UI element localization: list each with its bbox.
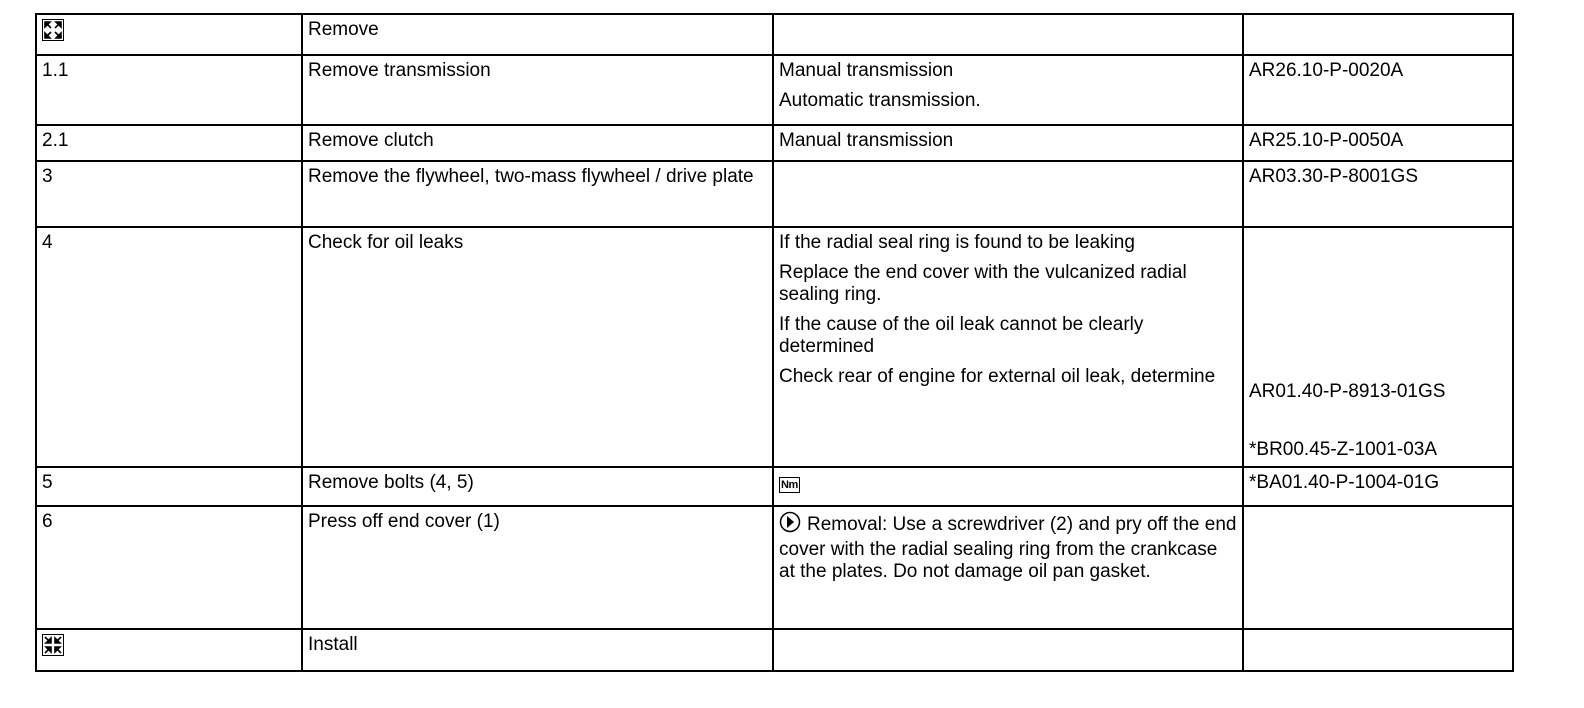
document-reference[interactable]: *BA01.40-P-1004-01G (1249, 472, 1440, 493)
note-text: Removal: Use a screwdriver (2) and pry off the end cover with the radial sealing ring from the crankcase at the plates. Do not damage oil pan gasket. (779, 514, 1237, 582)
reference-cell (1243, 467, 1513, 506)
note-text: If the cause of the oil leak cannot be clearly determined (779, 314, 1144, 357)
action-cell (302, 55, 773, 125)
step-number: 3 (42, 166, 53, 187)
reference-cell (1243, 14, 1513, 55)
expand-arrows-outward-icon (42, 19, 64, 41)
action-text: Remove the flywheel, two-mass flywheel / drive plate (308, 166, 754, 187)
step-number: 2.1 (42, 130, 69, 151)
document-reference[interactable]: AR03.30-P-8001GS (1249, 166, 1418, 187)
table-row (36, 55, 1513, 125)
step-cell (36, 125, 302, 161)
action-cell (302, 629, 773, 671)
note-text: Manual transmission (779, 130, 954, 151)
step-cell (36, 55, 302, 125)
reference-cell (1243, 629, 1513, 671)
torque-nm-icon[interactable]: Nm (781, 479, 798, 491)
action-text: Remove (308, 19, 379, 40)
step-number: 5 (42, 472, 53, 493)
step-cell (36, 506, 302, 629)
document-reference[interactable]: AR26.10-P-0020A (1249, 60, 1404, 81)
notes-cell (773, 467, 1243, 506)
compress-arrows-inward-icon (42, 634, 64, 656)
reference-cell (1243, 55, 1513, 125)
table-row (36, 629, 1513, 671)
action-cell (302, 161, 773, 227)
notes-cell (773, 55, 1243, 125)
step-number: 4 (42, 232, 53, 253)
step-cell (36, 14, 302, 55)
notes-cell (773, 14, 1243, 55)
step-cell (36, 161, 302, 227)
action-text: Remove clutch (308, 130, 434, 151)
action-text: Check for oil leaks (308, 232, 464, 253)
procedure-table (35, 13, 1514, 672)
note-text: Manual transmission (779, 60, 954, 81)
document-reference[interactable]: *BR00.45-Z-1001-03A (1249, 439, 1437, 460)
table-row (36, 506, 1513, 629)
action-text: Remove bolts (4, 5) (308, 472, 474, 493)
table-row (36, 14, 1513, 55)
notes-cell (773, 506, 1243, 629)
note-text: Replace the end cover with the vulcanized radial sealing ring. (779, 262, 1187, 305)
reference-cell (1243, 506, 1513, 629)
document-reference[interactable]: AR01.40-P-8913-01GS (1249, 381, 1446, 402)
action-text: Press off end cover (1) (308, 511, 500, 532)
table-row (36, 227, 1513, 467)
notes-cell (773, 227, 1243, 467)
reference-cell (1243, 161, 1513, 227)
note-text: Automatic transmission. (779, 90, 981, 111)
action-text: Install (308, 634, 358, 655)
notes-cell (773, 125, 1243, 161)
notes-cell (773, 629, 1243, 671)
note-text: If the radial seal ring is found to be leaking (779, 232, 1135, 253)
step-number: 6 (42, 511, 53, 532)
reference-cell (1243, 227, 1513, 467)
step-cell (36, 227, 302, 467)
table-row (36, 125, 1513, 161)
notes-cell (773, 161, 1243, 227)
step-number: 1.1 (42, 60, 69, 81)
action-cell (302, 227, 773, 467)
table-row (36, 467, 1513, 506)
note-text: Check rear of engine for external oil leak, determine (779, 366, 1216, 387)
action-cell (302, 125, 773, 161)
step-cell (36, 629, 302, 671)
action-cell (302, 506, 773, 629)
table-row (36, 161, 1513, 227)
reference-cell (1243, 125, 1513, 161)
action-cell (302, 467, 773, 506)
action-cell (302, 14, 773, 55)
step-cell (36, 467, 302, 506)
action-text: Remove transmission (308, 60, 491, 81)
circle-arrow-icon (779, 511, 801, 539)
document-reference[interactable]: AR25.10-P-0050A (1249, 130, 1404, 151)
